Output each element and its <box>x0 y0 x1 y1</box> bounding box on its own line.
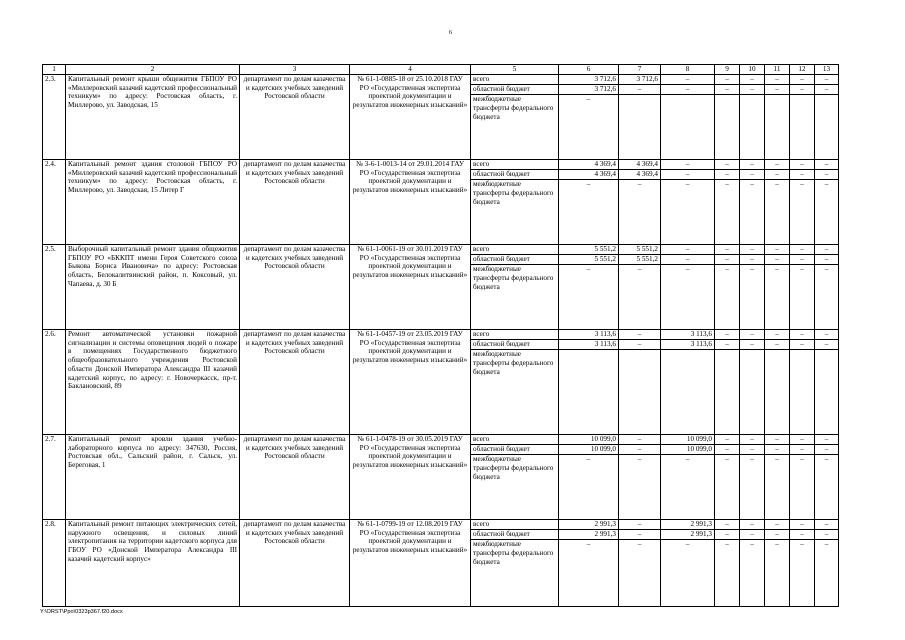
amount-value: – <box>790 85 814 95</box>
amount-value: – <box>586 180 591 189</box>
funding-type-label: областной бюджет <box>471 85 558 95</box>
amount-cell <box>619 435 661 520</box>
amount-value: – <box>685 265 690 274</box>
funding-type-label: областной бюджет <box>471 445 558 455</box>
amount-value: 5 551,2 <box>559 245 618 255</box>
amount-cell <box>619 75 661 160</box>
amount-value: – <box>790 330 814 340</box>
funding-type-label: межбюджетные трансферты федерального бюджета <box>473 455 554 481</box>
amount-value: – <box>765 530 789 540</box>
column-header: 10 <box>740 65 765 75</box>
funding-type-label: всего <box>471 75 558 85</box>
table-row <box>43 75 839 160</box>
amount-cell <box>619 160 661 245</box>
amount-value: – <box>765 85 789 95</box>
amount-cell <box>715 160 740 245</box>
amount-value: 5 551,2 <box>559 255 618 265</box>
amount-value: – <box>775 180 779 189</box>
expertise-conclusion: № 61-1-0478-19 от 30.05.2019 ГАУ РО «Государственная экспертиза проектной документации и результатов инженерных изысканий» <box>350 435 471 520</box>
amount-value: – <box>661 255 714 265</box>
row-number: 2.4. <box>43 160 66 245</box>
column-header: 4 <box>350 65 471 75</box>
amount-cell <box>661 435 715 520</box>
amount-value: – <box>790 75 814 85</box>
responsible-department: департамент по делам казачества и кадетских учебных заведений Ростовской области <box>240 75 350 160</box>
funding-type-label: всего <box>471 245 558 255</box>
amount-value: 5 551,2 <box>619 245 660 255</box>
amount-value: 4 369,4 <box>559 170 618 180</box>
amount-value: – <box>586 540 591 549</box>
amount-value: 10 099,0 <box>559 445 618 455</box>
object-name: Капитальный ремонт кровли здания учебно-лабораторного корпуса по адресу: 347630, Россия, Ростовская обл., Сальский район, г. Сальск, ул. Береговая, 1 <box>66 435 240 520</box>
footer-file-path: Y:\ORST\Ppo\0323p367.f20.docx <box>40 609 123 615</box>
amount-value: – <box>740 520 764 530</box>
amount-value: – <box>740 435 764 445</box>
table-row <box>43 520 839 607</box>
amount-value: 3 712,6 <box>619 75 660 85</box>
amount-value: – <box>815 530 838 540</box>
amount-cell <box>790 520 815 607</box>
page-number: 6 <box>449 30 452 36</box>
amount-value: – <box>765 340 789 350</box>
amount-value: – <box>815 160 838 170</box>
amount-value: – <box>725 540 729 549</box>
column-header: 2 <box>66 65 240 75</box>
amount-value: – <box>750 265 754 274</box>
amount-value: 4 369,4 <box>559 160 618 170</box>
amount-cell <box>765 75 790 160</box>
column-header: 12 <box>790 65 815 75</box>
amount-cell <box>740 160 765 245</box>
amount-value: – <box>790 255 814 265</box>
column-header: 6 <box>559 65 619 75</box>
amount-value: – <box>619 530 660 540</box>
funding-type-cell <box>471 75 559 160</box>
amount-value: – <box>637 180 642 189</box>
amount-value: – <box>586 455 591 464</box>
amount-value: – <box>765 330 789 340</box>
amount-cell <box>790 245 815 330</box>
amount-value: – <box>715 330 739 340</box>
amount-value: – <box>765 245 789 255</box>
amount-value: – <box>815 245 838 255</box>
amount-value: 3 113,6 <box>661 340 714 350</box>
amount-value: – <box>740 530 764 540</box>
amount-value: – <box>740 245 764 255</box>
amount-cell <box>559 75 619 160</box>
row-number: 2.3. <box>43 75 66 160</box>
amount-cell <box>765 245 790 330</box>
row-number: 2.8. <box>43 520 66 607</box>
amount-value: – <box>619 435 660 445</box>
expertise-conclusion: № 61-1-0061-19 от 30.01.2019 ГАУ РО «Государственная экспертиза проектной документации и результатов инженерных изысканий» <box>350 245 471 330</box>
amount-value: – <box>790 160 814 170</box>
amount-value: 3 113,6 <box>661 330 714 340</box>
funding-type-label: межбюджетные трансферты федерального бюджета <box>473 350 554 376</box>
amount-cell <box>815 160 839 245</box>
column-header: 9 <box>715 65 740 75</box>
amount-value: – <box>715 170 739 180</box>
amount-value: 2 991,3 <box>661 520 714 530</box>
funding-type-label: областной бюджет <box>471 255 558 265</box>
funding-type-label: межбюджетные трансферты федерального бюджета <box>473 265 554 291</box>
amount-value: – <box>740 75 764 85</box>
amount-value: – <box>715 340 739 350</box>
funding-type-cell <box>471 435 559 520</box>
amount-value: – <box>619 85 660 95</box>
amount-cell <box>815 435 839 520</box>
amount-cell <box>740 245 765 330</box>
amount-cell <box>790 435 815 520</box>
amount-value: – <box>637 455 642 464</box>
amount-value: 4 369,4 <box>619 160 660 170</box>
funding-type-cell <box>471 330 559 435</box>
amount-cell <box>661 330 715 435</box>
object-name: Капитальный ремонт крыши общежития ГБПОУ РО «Миллеровский казачий кадетский профессиональный техникум» по адресу: Ростовская область, г. Миллерово, ул. Заводская, 15 <box>66 75 240 160</box>
amount-value: – <box>740 170 764 180</box>
table-row <box>43 435 839 520</box>
amount-cell <box>765 435 790 520</box>
amount-value: – <box>750 455 754 464</box>
amount-cell <box>790 330 815 435</box>
amount-value: – <box>750 180 754 189</box>
amount-cell <box>740 75 765 160</box>
amount-cell <box>559 435 619 520</box>
object-name: Ремонт автоматической установки пожарной сигнализации и системы оповещения людей о пожаре в помещениях Государственного бюджетного общеобразовательного учреждения Ростовской области Донской Императора Александра III казачий кадетский корпус, по адресу: г. Новочеркасск, пр-т. Баклановский, 89 <box>66 330 240 435</box>
amount-cell <box>815 330 839 435</box>
column-header: 8 <box>661 65 715 75</box>
amount-value: – <box>765 255 789 265</box>
amount-cell <box>765 160 790 245</box>
amount-value: – <box>800 180 804 189</box>
amount-value: – <box>790 530 814 540</box>
amount-value: – <box>790 445 814 455</box>
amount-cell <box>740 520 765 607</box>
amount-value: – <box>815 170 838 180</box>
column-header: 5 <box>471 65 559 75</box>
expertise-conclusion: № 3-6-1-0013-14 от 29.01.2014 ГАУ РО «Государственная экспертиза проектной документации и результатов инженерных изысканий» <box>350 160 471 245</box>
amount-value: – <box>800 455 804 464</box>
funding-type-cell <box>471 245 559 330</box>
amount-value: – <box>765 435 789 445</box>
amount-value: – <box>740 330 764 340</box>
funding-type-cell <box>471 160 559 245</box>
amount-value: – <box>715 445 739 455</box>
row-number: 2.5. <box>43 245 66 330</box>
amount-value: – <box>715 160 739 170</box>
column-header: 1 <box>43 65 66 75</box>
funding-type-label: всего <box>471 435 558 445</box>
amount-cell <box>619 330 661 435</box>
amount-value: 4 369,4 <box>619 170 660 180</box>
amount-value: – <box>685 455 690 464</box>
amount-value: – <box>715 75 739 85</box>
amount-cell <box>740 435 765 520</box>
amount-value: – <box>815 340 838 350</box>
amount-cell <box>661 160 715 245</box>
funding-type-label: всего <box>471 520 558 530</box>
table-body <box>43 75 839 607</box>
amount-value: – <box>661 85 714 95</box>
expertise-conclusion: № 61-1-0799-19 от 12.08.2019 ГАУ РО «Государственная экспертиза проектной документации и результатов инженерных изысканий» <box>350 520 471 607</box>
amount-value: – <box>661 245 714 255</box>
amount-value: – <box>750 540 754 549</box>
object-name: Капитальный ремонт питающих электрических сетей, наружного освещения, и силовых линий электропитания на территории кадетского корпуса для ГБОУ РО «Донской Императора Александра III казачий кадетский корпус» <box>66 520 240 607</box>
amount-value: 3 113,6 <box>559 330 618 340</box>
amount-value: – <box>740 255 764 265</box>
amount-value: – <box>725 180 729 189</box>
amount-value: – <box>775 455 779 464</box>
amount-value: – <box>586 265 591 274</box>
amount-value: 10 099,0 <box>661 435 714 445</box>
funding-type-label: межбюджетные трансферты федерального бюджета <box>473 95 554 121</box>
amount-value: – <box>775 540 779 549</box>
amount-value: – <box>637 265 642 274</box>
funding-type-label: областной бюджет <box>471 170 558 180</box>
amount-cell <box>815 245 839 330</box>
amount-value: – <box>815 435 838 445</box>
amount-value: – <box>790 340 814 350</box>
funding-type-label: межбюджетные трансферты федерального бюджета <box>473 540 554 566</box>
responsible-department: департамент по делам казачества и кадетских учебных заведений Ростовской области <box>240 520 350 607</box>
amount-value: 2 991,3 <box>559 530 618 540</box>
amount-value: – <box>740 85 764 95</box>
amount-value: – <box>824 455 829 464</box>
amount-value: – <box>775 265 779 274</box>
amount-cell <box>661 520 715 607</box>
amount-cell <box>559 330 619 435</box>
amount-value: – <box>800 540 804 549</box>
column-header: 7 <box>619 65 661 75</box>
amount-cell <box>715 75 740 160</box>
amount-value: – <box>619 520 660 530</box>
amount-value: – <box>800 265 804 274</box>
responsible-department: департамент по делам казачества и кадетских учебных заведений Ростовской области <box>240 330 350 435</box>
amount-cell <box>740 330 765 435</box>
amount-value: – <box>765 445 789 455</box>
amount-cell <box>715 520 740 607</box>
table-row <box>43 160 839 245</box>
object-name: Выборочный капитальный ремонт здания общежития ГБПОУ РО «БККПТ имени Героя Советского союза Быкова Бориса Ивановича» по адресу: Ростовская область, Белокалитвинский район, п. Коксовый, ул. Чапаева, д. 30 Б <box>66 245 240 330</box>
amount-cell <box>715 330 740 435</box>
amount-value: – <box>715 255 739 265</box>
amount-value: 10 099,0 <box>559 435 618 445</box>
amount-value: – <box>715 245 739 255</box>
expertise-conclusion: № 61-1-0885-18 от 25.10.2018 ГАУ РО «Государственная экспертиза проектной документации и результатов инженерных изысканий» <box>350 75 471 160</box>
amount-value: – <box>740 340 764 350</box>
amount-value: – <box>619 330 660 340</box>
amount-cell <box>559 245 619 330</box>
responsible-department: департамент по делам казачества и кадетских учебных заведений Ростовской области <box>240 435 350 520</box>
amount-cell <box>715 435 740 520</box>
row-number: 2.6. <box>43 330 66 435</box>
amount-cell <box>765 330 790 435</box>
funding-type-label: всего <box>471 160 558 170</box>
amount-value: – <box>790 435 814 445</box>
amount-value: – <box>815 445 838 455</box>
responsible-department: департамент по делам казачества и кадетских учебных заведений Ростовской области <box>240 160 350 245</box>
amount-value: – <box>715 85 739 95</box>
amount-value: – <box>661 170 714 180</box>
amount-cell <box>661 245 715 330</box>
amount-cell <box>790 160 815 245</box>
row-number: 2.7. <box>43 435 66 520</box>
amount-value: – <box>619 445 660 455</box>
amount-value: – <box>765 75 789 85</box>
amount-value: – <box>815 255 838 265</box>
amount-value: 2 991,3 <box>661 530 714 540</box>
amount-value: – <box>790 520 814 530</box>
funding-type-label: областной бюджет <box>471 340 558 350</box>
column-number-row <box>43 65 839 75</box>
amount-value: – <box>715 520 739 530</box>
amount-value: – <box>637 540 642 549</box>
amount-cell <box>559 520 619 607</box>
amount-value: – <box>725 455 729 464</box>
column-header: 11 <box>765 65 790 75</box>
funding-type-label: областной бюджет <box>471 530 558 540</box>
amount-value: – <box>586 95 591 104</box>
funding-type-label: межбюджетные трансферты федерального бюджета <box>473 180 554 206</box>
amount-value: – <box>790 170 814 180</box>
amount-value: – <box>824 180 829 189</box>
object-name: Капитальный ремонт здания столовой ГБПОУ РО «Миллеровский казачий кадетский профессиональный техникум» по адресу: Ростовская область, г. Миллерово, ул. Заводская, 15 Литер Г <box>66 160 240 245</box>
amount-value: – <box>824 265 829 274</box>
column-header: 3 <box>240 65 350 75</box>
responsible-department: департамент по делам казачества и кадетских учебных заведений Ростовской области <box>240 245 350 330</box>
amount-cell <box>790 75 815 160</box>
amount-cell <box>765 520 790 607</box>
amount-value: – <box>715 435 739 445</box>
amount-value: 10 099,0 <box>661 445 714 455</box>
amount-cell <box>661 75 715 160</box>
amount-value: – <box>765 520 789 530</box>
amount-cell <box>619 520 661 607</box>
amount-value: – <box>715 530 739 540</box>
expertise-conclusion: № 61-1-0457-19 от 23.05.2019 ГАУ РО «Государственная экспертиза проектной документации и результатов инженерных изысканий» <box>350 330 471 435</box>
amount-value: – <box>661 75 714 85</box>
table-row <box>43 330 839 435</box>
amount-value: – <box>685 540 690 549</box>
amount-cell <box>559 160 619 245</box>
amount-cell <box>619 245 661 330</box>
amount-value: – <box>815 85 838 95</box>
amount-value: – <box>740 445 764 455</box>
amount-value: – <box>661 160 714 170</box>
amount-value: – <box>815 520 838 530</box>
amount-value: 5 551,2 <box>619 255 660 265</box>
amount-value: – <box>619 340 660 350</box>
funding-type-label: всего <box>471 330 558 340</box>
amount-cell <box>715 245 740 330</box>
amount-value: 3 113,6 <box>559 340 618 350</box>
budget-table <box>42 64 839 607</box>
amount-value: 3 712,6 <box>559 85 618 95</box>
funding-type-cell <box>471 520 559 607</box>
amount-value: – <box>815 75 838 85</box>
amount-value: – <box>765 170 789 180</box>
amount-value: – <box>725 265 729 274</box>
amount-value: – <box>824 540 829 549</box>
amount-cell <box>815 75 839 160</box>
amount-value: – <box>815 330 838 340</box>
column-header: 13 <box>815 65 839 75</box>
amount-value: 3 712,6 <box>559 75 618 85</box>
amount-value: – <box>685 180 690 189</box>
amount-value: – <box>790 245 814 255</box>
amount-value: 2 991,3 <box>559 520 618 530</box>
amount-value: – <box>740 160 764 170</box>
amount-value: – <box>765 160 789 170</box>
table-row <box>43 245 839 330</box>
amount-cell <box>815 520 839 607</box>
